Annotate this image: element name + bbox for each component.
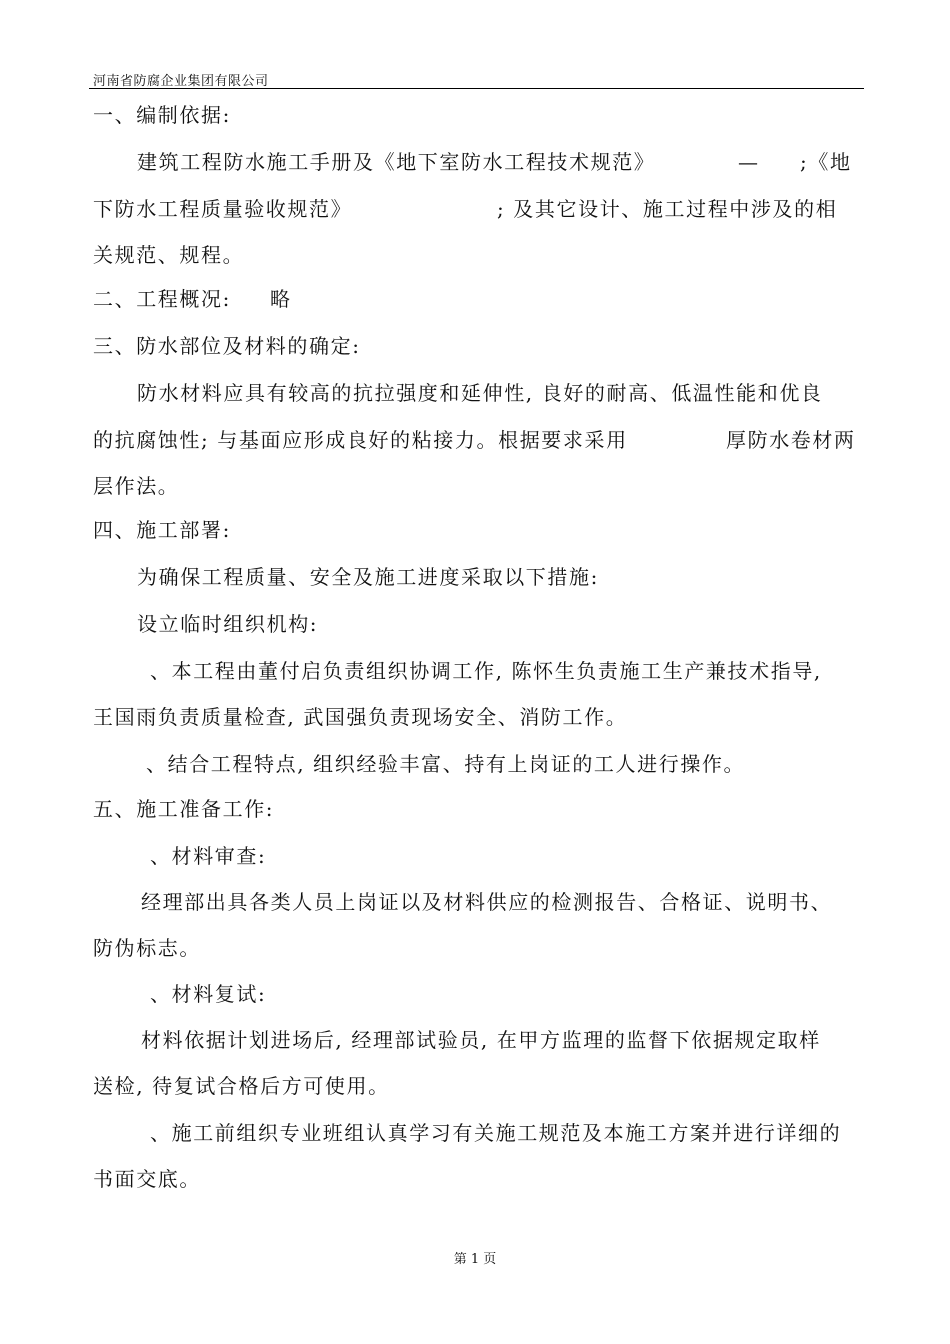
header-rule bbox=[89, 88, 864, 89]
paragraph-line: 材料依据计划进场后, 经理部试验员, 在甲方监理的监督下依据规定取样 bbox=[141, 1028, 821, 1052]
paragraph-line: 书面交底。 bbox=[93, 1167, 201, 1191]
paragraph-line: ; 及其它设计、施工过程中涉及的相 bbox=[497, 197, 838, 221]
paragraph-line: 防水材料应具有较高的抗拉强度和延伸性, 良好的耐高、低温性能和优良 bbox=[137, 381, 823, 405]
page-number: 第 1 页 bbox=[453, 1252, 497, 1267]
section-heading: 五、施工准备工作: bbox=[93, 797, 275, 821]
section-heading: 四、施工部署: bbox=[93, 518, 231, 542]
paragraph-line: 经理部出具各类人员上岗证以及材料供应的检测报告、合格证、说明书、 bbox=[141, 890, 833, 914]
paragraph-line: 设立临时组织机构: bbox=[137, 612, 319, 636]
section-heading: 一、编制依据: bbox=[93, 103, 231, 127]
paragraph-line: 层作法。 bbox=[93, 474, 180, 498]
paragraph-line: — bbox=[738, 150, 760, 174]
list-item: 、材料审查: bbox=[150, 844, 267, 868]
paragraph-line: 厚防水卷材两 bbox=[726, 428, 856, 452]
paragraph-line: 关规范、规程。 bbox=[93, 243, 245, 267]
company-header: 河南省防腐企业集团有限公司 bbox=[93, 74, 269, 89]
list-item: 、施工前组织专业班组认真学习有关施工规范及本施工方案并进行详细的 bbox=[150, 1121, 842, 1145]
list-item: 、结合工程特点, 组织经验丰富、持有上岗证的工人进行操作。 bbox=[146, 752, 746, 776]
paragraph-line: 的抗腐蚀性; 与基面应形成良好的粘接力。根据要求采用 bbox=[93, 428, 628, 452]
paragraph-line: 送检, 待复试合格后方可使用。 bbox=[93, 1074, 390, 1098]
paragraph-line: 为确保工程质量、安全及施工进度采取以下措施: bbox=[137, 565, 599, 589]
paragraph-line: 建筑工程防水施工手册及《地下室防水工程技术规范》 bbox=[137, 150, 656, 174]
section-heading: 三、防水部位及材料的确定: bbox=[93, 334, 361, 358]
overview-value: 略 bbox=[270, 287, 292, 311]
list-item: 、材料复试: bbox=[150, 982, 267, 1006]
paragraph-line: 王国雨负责质量检查, 武国强负责现场安全、消防工作。 bbox=[93, 705, 628, 729]
paragraph-line: 下防水工程质量验收规范》 bbox=[93, 197, 353, 221]
section-heading: 二、工程概况: bbox=[93, 287, 231, 311]
list-item: 、本工程由董付启负责组织协调工作, 陈怀生负责施工生产兼技术指导, bbox=[150, 659, 822, 683]
paragraph-line: ;《地 bbox=[800, 150, 852, 174]
paragraph-line: 防伪标志。 bbox=[93, 936, 201, 960]
